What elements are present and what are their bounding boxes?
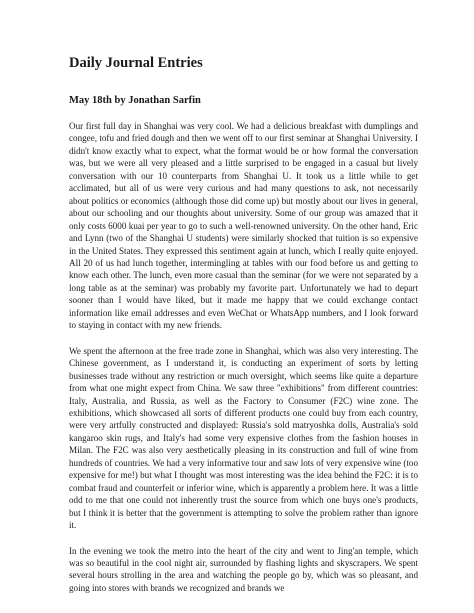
journal-paragraph-3: In the evening we took the metro into the heart of the city and went to Jing'an temple, which was so beautiful in the cool night air, surrounded by flashing lights and skyscrapers. We spent several hours strolling in the area and watching the people go by, which was so pleasant, and going into stores with brands we recognized and brands we: [69, 545, 418, 593]
journal-paragraph-2: We spent the afternoon at the free trade zone in Shanghai, which was also very interesting. The Chinese government, as I understand it, is conducting an experiment of sorts by letting businesses trade without any restriction or much oversight, which seems like quite a departure from what one might expect from China. We saw three "exhibitions" from different countries: Italy, Australia, and Russia, as well as the Factory to Consumer (F2C) wine zone. The exhibitions, which showcased all sorts of different products one could buy from each country, were very artfully constructed and displayed: Russia's sold matryoshka dolls, Australia's sold kangaroo skin rugs, and Italy's had some very expensive clothes from the fashion houses in Milan. The F2C was also very aesthetically pleasing in its construction and full of wine from hundreds of countries. We had a very informative tour and saw lots of very expensive wine (too expensive for me!) but what I thought was most interesting was the idea behind the F2C: it is to combat fraud and counterfeit or inferior wine, which is apparently a problem here. It was a little odd to me that one could not inherently trust the source from which one buys one's products, but I think it is better that the government is attempting to solve the problem rather than ignore it.: [69, 345, 418, 531]
journal-paragraph-1: Our first full day in Shanghai was very cool. We had a delicious breakfast with dumplings and congee, tofu and fried dough and then we went off to our first seminar at Shanghai University. I didn't know exactly what to expect, what the format would be or how formal the conversation was, but we were all very pleased and a little surprised to be engaged in a casual but lively conversation with our 10 counterparts from Shanghai U. It took us a little while to get acclimated, but all of us were very curious and had many questions to ask, not necessarily about politics or economics (although those did come up) but mostly about our lives in general, about our schooling and our thoughts about university. Some of our group was amazed that it only costs 6000 kuai per year to go to such a well-renowned university. On the other hand, Eric and Lynn (two of the Shanghai U students) were similarly shocked that tuition is so expensive in the United States. They expressed this sentiment again at lunch, which I really quite enjoyed. All 20 of us had lunch together, intermingling at tables with our food before us and getting to know each other. The lunch, even more casual than the seminar (for we were not separated by a long table as at the seminar) was probably my favorite part. Unfortunately we had to depart sooner than I would have liked, but it made me happy that we could exchange contact information like email addresses and even WeChat or WhatsApp numbers, and I look forward to staying in contact with my new friends.: [69, 121, 418, 331]
entry-byline: May 18th by Jonathan Sarfin: [69, 95, 201, 106]
page-title: Daily Journal Entries: [69, 55, 203, 71]
